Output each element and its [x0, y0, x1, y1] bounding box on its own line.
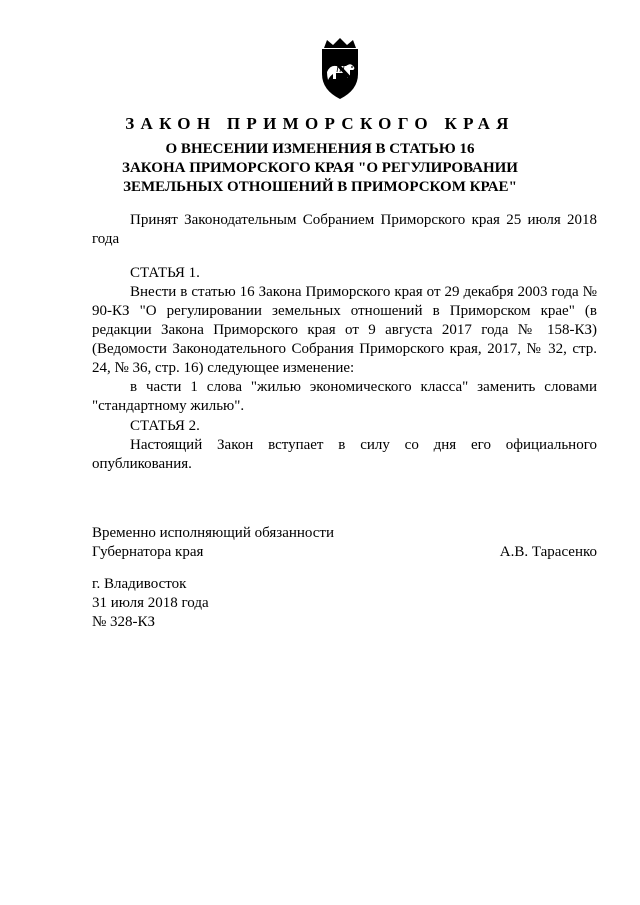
- law-number: № 328-КЗ: [92, 614, 156, 630]
- subtitle-line: О ВНЕСЕНИИ ИЗМЕНЕНИЯ В СТАТЬЮ 16: [165, 141, 475, 157]
- signatory-name: А.В. Тарасенко: [499, 544, 597, 560]
- signature-block: [92, 524, 597, 562]
- law-title: ЗАКОН ПРИМОРСКОГО КРАЯ: [125, 114, 515, 133]
- adopted-statement: Принят Законодательным Собранием Приморского края 25 июля 2018 года: [92, 212, 597, 247]
- signatory-position: Временно исполняющий обязанности: [92, 525, 335, 541]
- article-1-heading: СТАТЬЯ 1.: [130, 265, 200, 281]
- subtitle-line: ЗАКОНА ПРИМОРСКОГО КРАЯ "О РЕГУЛИРОВАНИИ: [122, 160, 518, 176]
- signatory-position: Губернатора края: [92, 544, 204, 560]
- city: г. Владивосток: [92, 576, 187, 592]
- article-2-heading: СТАТЬЯ 2.: [130, 418, 200, 434]
- article-2-body: [92, 436, 597, 474]
- subtitle-line: ЗЕМЕЛЬНЫХ ОТНОШЕНИЙ В ПРИМОРСКОМ КРАЕ": [123, 179, 517, 195]
- signing-date: 31 июля 2018 года: [92, 595, 209, 611]
- article-paragraph: Настоящий Закон вступает в силу со дня его официального опубликования.: [92, 437, 597, 472]
- article-1-body: [92, 283, 597, 416]
- place-date-block: [92, 575, 597, 632]
- signature-row: [92, 543, 597, 562]
- article-paragraph: в части 1 слова "жилью экономического класса" заменить словами "стандартному жилью".: [92, 379, 597, 414]
- primorsky-krai-coat-of-arms-icon: [314, 38, 366, 100]
- law-subtitle: [0, 140, 640, 197]
- article-paragraph: Внести в статью 16 Закона Приморского края от 29 декабря 2003 года № 90-КЗ "О регулировании земельных отношений в Приморском крае" (в редакции Закона Приморского края от 9 августа 2017 года № 158-КЗ) (Ведомости Законодательного Собрания Приморского края, 2017, № 32, стр. 24, № 36, стр. 16) следующее изменение:: [92, 284, 597, 376]
